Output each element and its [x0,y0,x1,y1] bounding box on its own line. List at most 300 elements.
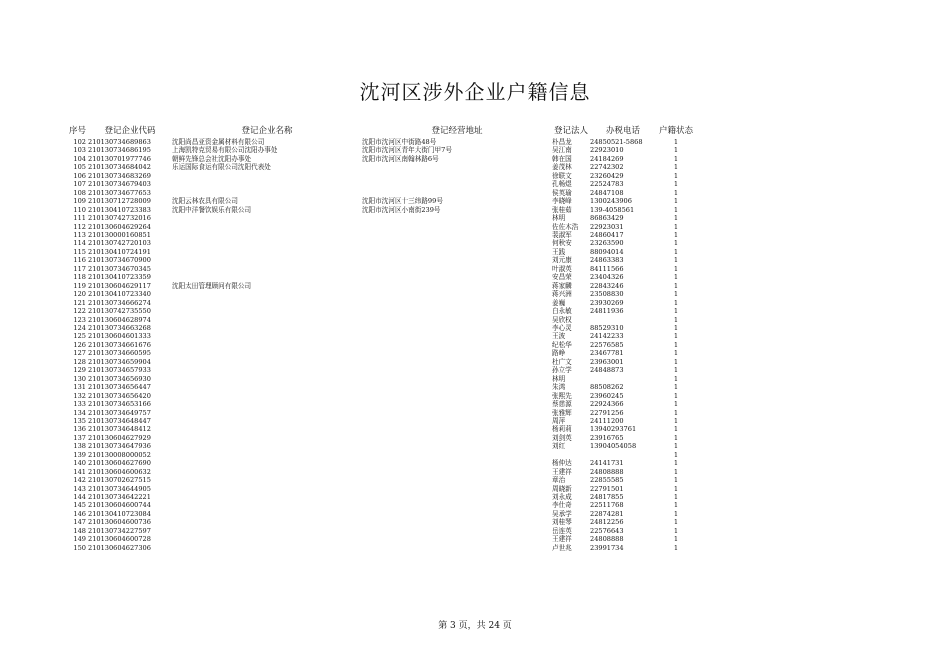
cell-index: 134 [73,408,86,417]
cell-code: 210130734684042 [88,163,151,172]
cell-address [362,163,552,171]
cell-legal-person: 纪松华 [552,340,572,349]
cell-name [172,375,362,383]
cell-legal-person: 杨莉莉 [552,425,572,434]
cell-code: 210130734677653 [88,188,151,197]
cell-status: 1 [673,374,679,383]
cell-index: 132 [73,391,86,400]
cell-status: 1 [673,298,679,307]
cell-address [362,468,552,476]
cell-tax-phone: 139-4058561 [590,205,635,214]
cell-legal-person: 刘元康 [552,256,572,265]
table-row [58,510,696,518]
cell-tax-phone: 23263590 [590,239,624,248]
cell-index: 129 [73,366,86,375]
cell-legal-person: 韩在国 [552,154,572,163]
cell-legal-person: 蔡慈源 [552,400,572,409]
cell-name [172,324,362,332]
cell-name [172,223,362,231]
table-row [58,206,696,214]
table-row [58,518,696,526]
cell-index: 135 [73,416,86,425]
cell-name [172,527,362,535]
cell-code: 210130734647936 [88,442,151,451]
cell-status: 1 [673,154,679,163]
cell-code: 210130734648412 [88,425,151,434]
col-header-legal-person: 登记法人 [553,125,588,136]
table-row [58,231,696,239]
cell-code: 210130604600736 [88,518,151,527]
cell-status: 1 [673,205,679,214]
cell-code: 210130000160851 [88,230,151,239]
cell-name [172,248,362,256]
cell-code: 210130734644905 [88,484,151,493]
cell-tax-phone: 24848873 [590,366,624,375]
cell-status: 1 [673,247,679,256]
cell-name [172,366,362,374]
cell-address [362,248,552,256]
cell-index: 138 [73,442,86,451]
cell-status: 1 [673,188,679,197]
cell-code: 210130604600632 [88,467,151,476]
cell-tax-phone: 23930269 [590,298,624,307]
cell-tax-phone: 22791501 [590,484,624,493]
table-row [58,239,696,247]
cell-status: 1 [673,400,679,409]
table-row [58,146,696,154]
cell-code: 210130734657933 [88,366,151,375]
cell-code: 210130734683269 [88,171,151,180]
cell-address: 沈阳市沈河区青年大街门甲7号 [362,146,452,155]
cell-code: 210130734656447 [88,383,151,392]
table-row [58,189,696,197]
cell-legal-person: 刘红 [552,442,566,451]
cell-tax-phone: 22923031 [590,222,624,231]
cell-index: 120 [73,290,86,299]
cell-name [172,544,362,552]
cell-status: 1 [673,171,679,180]
cell-code: 210130734649757 [88,408,151,417]
cell-name [172,341,362,349]
table-row [58,476,696,484]
cell-tax-phone: 22874281 [590,509,624,518]
cell-legal-person: 裴淑军 [552,230,572,239]
cell-status: 1 [673,315,679,324]
cell-name [172,535,362,543]
cell-index: 104 [73,154,86,163]
cell-status: 1 [673,518,679,527]
table-row [58,282,696,290]
cell-address [362,282,552,290]
table-row [58,214,696,222]
table-row [58,155,696,163]
table-row [58,468,696,476]
cell-tax-phone: 22511768 [590,501,624,510]
cell-address: 沈阳市沈河区中街路48号 [362,138,437,146]
cell-index: 147 [73,518,86,527]
cell-tax-phone: 24184269 [590,154,624,163]
cell-name: 沈阳尚昌亚资金属材料有限公司 [172,138,265,146]
cell-address [362,273,552,281]
cell-index: 149 [73,535,86,544]
col-header-status: 户籍状态 [658,125,693,136]
cell-address [362,265,552,273]
cell-tax-phone: 23260429 [590,171,624,180]
cell-index: 116 [73,256,86,265]
cell-name [172,307,362,315]
cell-code: 210130410723383 [88,205,151,214]
enterprise-table [58,124,696,552]
cell-address [362,358,552,366]
cell-tax-phone: 23960245 [590,391,624,400]
cell-legal-person: 杨仲达 [552,459,572,468]
cell-legal-person: 侯英瑜 [552,188,572,197]
cell-address [362,256,552,264]
cell-tax-phone: 24811936 [590,307,624,316]
cell-legal-person: 卢世兆 [552,543,572,552]
table-row [58,299,696,307]
table-row [58,180,696,188]
cell-legal-person: 叶淑英 [552,264,572,273]
cell-legal-person: 白永敏 [552,307,572,316]
cell-index: 150 [73,543,86,552]
cell-index: 133 [73,400,86,409]
cell-name [172,332,362,340]
cell-index: 146 [73,509,86,518]
cell-address [362,527,552,535]
cell-status: 1 [673,180,679,189]
table-row [58,501,696,509]
cell-status: 1 [673,459,679,468]
cell-name [172,299,362,307]
cell-index: 102 [73,138,86,146]
cell-tax-phone: 22791256 [590,408,624,417]
cell-address [362,476,552,484]
cell-code: 210130734679403 [88,180,151,189]
cell-index: 105 [73,163,86,172]
cell-status: 1 [673,391,679,400]
cell-legal-person: 张雅辉 [552,408,572,417]
cell-index: 111 [73,214,86,223]
table-row [58,451,696,459]
cell-legal-person: 刘永成 [552,493,572,502]
table-row [58,392,696,400]
cell-legal-person: 路峥 [552,349,566,358]
cell-code: 210130604628974 [88,315,151,324]
cell-status: 1 [673,349,679,358]
cell-legal-person: 林明 [552,374,566,383]
cell-name [172,265,362,273]
cell-name: 沈阳太田管理顾问有限公司 [172,281,252,290]
cell-name [172,518,362,526]
table-row [58,172,696,180]
table-row [58,442,696,450]
cell-name [172,510,362,518]
cell-tax-phone: 24817855 [590,493,624,502]
cell-legal-person: 王建祥 [552,467,572,476]
cell-index: 125 [73,332,86,341]
table-row [58,197,696,205]
cell-legal-person: 王建祥 [552,535,572,544]
cell-index: 137 [73,433,86,442]
cell-code: 210130734663268 [88,323,151,332]
cell-status: 1 [673,467,679,476]
cell-name [172,392,362,400]
cell-address [362,307,552,315]
cell-code: 210130604601333 [88,332,151,341]
cell-address [362,493,552,501]
cell-name [172,476,362,484]
cell-name [172,239,362,247]
table-row [58,400,696,408]
cell-index: 141 [73,467,86,476]
cell-tax-phone: 22524783 [590,180,624,189]
cell-status: 1 [673,239,679,248]
cell-tax-phone: 22576643 [590,526,624,535]
cell-index: 103 [73,146,86,155]
cell-status: 1 [673,433,679,442]
cell-code: 210130712728009 [88,197,151,206]
col-header-name: 登记企业名称 [241,125,293,136]
cell-status: 1 [673,493,679,502]
cell-legal-person: 姜巍 [552,298,566,307]
cell-tax-phone: 88094014 [590,247,624,256]
cell-address [362,316,552,324]
cell-status: 1 [673,332,679,341]
cell-legal-person [552,451,590,459]
cell-status: 1 [673,476,679,485]
cell-tax-phone: 24847108 [590,188,624,197]
cell-code: 210130734659904 [88,357,151,366]
cell-status: 1 [673,256,679,265]
cell-code: 210130604627690 [88,459,151,468]
cell-index: 122 [73,307,86,316]
cell-name [172,172,362,180]
table-row [58,409,696,417]
cell-index: 115 [73,247,86,256]
table-row [58,307,696,315]
cell-address [362,518,552,526]
cell-tax-phone: 22843246 [590,281,624,290]
cell-code: 210130734661676 [88,340,151,349]
cell-address [362,349,552,357]
cell-index: 110 [73,205,86,214]
cell-address [362,417,552,425]
cell-index: 139 [73,450,86,459]
cell-tax-phone [590,375,656,383]
cell-index: 108 [73,188,86,197]
cell-name [172,409,362,417]
cell-address [362,172,552,180]
cell-index: 114 [73,239,86,248]
cell-code: 210130604600728 [88,535,151,544]
table-row [58,485,696,493]
table-row [58,544,696,552]
cell-legal-person: 章治 [552,476,566,485]
table-row [58,248,696,256]
table-row [58,375,696,383]
cell-code: 210130410723359 [88,273,151,282]
cell-legal-person: 林明 [552,214,566,223]
cell-code: 210130734642221 [88,493,151,502]
cell-address [362,239,552,247]
cell-index: 128 [73,357,86,366]
cell-name: 上海凯特克贸易有限公司沈阳办事处 [172,146,278,155]
cell-code: 210130734656420 [88,391,151,400]
table-row [58,290,696,298]
cell-legal-person: 吴欣权 [552,315,572,324]
cell-address [362,400,552,408]
cell-index: 127 [73,349,86,358]
cell-code: 210130734689863 [88,138,151,146]
table-row [58,493,696,501]
cell-tax-phone: 22855585 [590,476,624,485]
cell-code: 210130734670345 [88,264,151,273]
cell-name [172,316,362,324]
cell-address [362,375,552,383]
cell-name: 乐运国际食运有限公司沈阳代表处 [172,163,271,172]
table-row [58,341,696,349]
cell-index: 119 [73,281,86,290]
cell-tax-phone: 88529310 [590,323,624,332]
cell-address [362,535,552,543]
cell-index: 112 [73,222,86,231]
cell-index: 113 [73,230,86,239]
cell-tax-phone: 24808888 [590,467,624,476]
cell-address [362,231,552,239]
cell-name [172,214,362,222]
cell-code: 210130742735550 [88,307,151,316]
cell-address [362,332,552,340]
cell-legal-person: 周晓新 [552,484,572,493]
cell-address [362,383,552,391]
cell-index: 107 [73,180,86,189]
cell-name [172,358,362,366]
cell-address [362,544,552,552]
cell-name [172,434,362,442]
cell-address [362,425,552,433]
cell-status: 1 [673,509,679,518]
cell-legal-person: 孔畅煜 [552,180,572,189]
cell-legal-person: 何秋安 [552,239,572,248]
cell-status: 1 [673,273,679,282]
cell-index: 124 [73,323,86,332]
table-row [58,417,696,425]
cell-index: 144 [73,493,86,502]
cell-index: 106 [73,171,86,180]
cell-legal-person: 吴承学 [552,509,572,518]
cell-status: 1 [673,323,679,332]
cell-legal-person: 朴昌龙 [552,138,572,146]
cell-tax-phone: 22742302 [590,163,624,172]
cell-index: 148 [73,526,86,535]
cell-tax-phone: 24142233 [590,332,624,341]
cell-tax-phone: 24808888 [590,535,624,544]
cell-legal-person: 朱鸿 [552,383,566,392]
cell-tax-phone: 24850521-5868 [590,138,643,146]
table-row [58,358,696,366]
cell-address [362,392,552,400]
cell-status: 1 [673,450,679,459]
cell-tax-phone: 13940293761 [590,425,637,434]
cell-status: 1 [673,383,679,392]
cell-code: 210130604627929 [88,433,151,442]
cell-status: 1 [673,366,679,375]
cell-code: 210130742732016 [88,214,151,223]
cell-address [362,366,552,374]
cell-code: 210130702627515 [88,476,151,485]
cell-index: 130 [73,374,86,383]
table-row [58,527,696,535]
cell-address [362,189,552,197]
cell-status: 1 [673,307,679,316]
table-row [58,273,696,281]
cell-address [362,341,552,349]
cell-name [172,290,362,298]
cell-status: 1 [673,501,679,510]
cell-tax-phone: 24812256 [590,518,624,527]
cell-address [362,290,552,298]
cell-address [362,223,552,231]
cell-legal-person: 杜广文 [552,357,572,366]
cell-legal-person: 刘桂琴 [552,518,572,527]
col-header-address: 登记经营地址 [431,125,483,136]
col-header-index: 序号 [68,125,86,136]
cell-name [172,493,362,501]
cell-name [172,425,362,433]
cell-address: 沈阳市沈河区南翰林路6号 [362,154,439,163]
cell-tax-phone: 23508830 [590,290,624,299]
cell-status: 1 [673,340,679,349]
table-row [58,366,696,374]
cell-address [362,434,552,442]
cell-index: 143 [73,484,86,493]
cell-tax-phone: 23916765 [590,433,624,442]
cell-legal-person: 蒋兴洲 [552,290,572,299]
cell-status: 1 [673,146,679,155]
cell-index: 131 [73,383,86,392]
cell-status: 1 [673,230,679,239]
cell-address [362,510,552,518]
cell-index: 121 [73,298,86,307]
cell-tax-phone [590,316,656,324]
cell-tax-phone: 24863383 [590,256,624,265]
table-row [58,265,696,273]
cell-code: 210130604627306 [88,543,151,552]
cell-status: 1 [673,290,679,299]
cell-index: 126 [73,340,86,349]
cell-address [362,214,552,222]
cell-legal-person: 李心灵 [552,323,572,332]
cell-code: 210130701977746 [88,154,151,163]
table-row [58,256,696,264]
cell-tax-phone: 84111566 [590,264,624,273]
cell-legal-person: 徐联文 [552,171,572,180]
cell-code: 210130734670900 [88,256,151,265]
cell-code: 210130734686195 [88,146,151,155]
table-row [58,383,696,391]
table-row [58,425,696,433]
cell-address [362,409,552,417]
cell-tax-phone: 1300243906 [590,197,632,206]
cell-status: 1 [673,264,679,273]
table-row [58,223,696,231]
cell-name [172,273,362,281]
cell-tax-phone: 24111200 [590,416,624,425]
cell-code: 210130604629264 [88,222,151,231]
cell-code: 210130734656930 [88,374,151,383]
table-row [58,316,696,324]
